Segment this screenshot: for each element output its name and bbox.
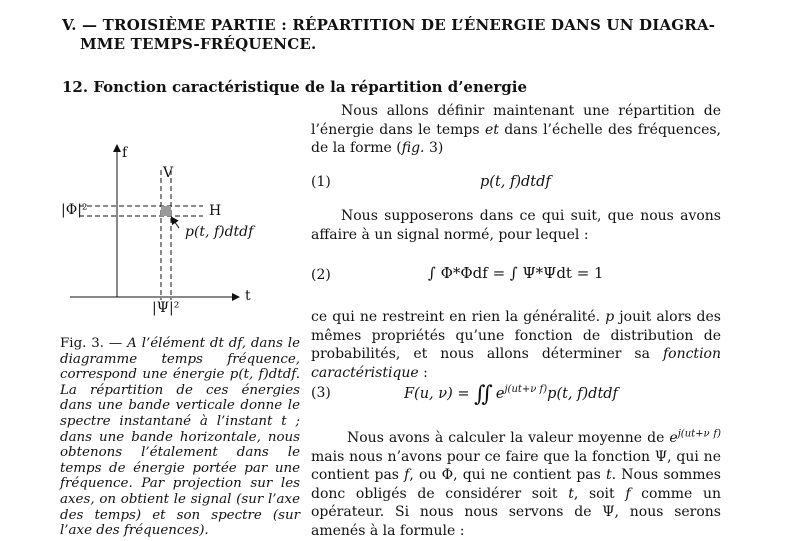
para4-exp-base: e: [669, 430, 678, 446]
figure-label-psi: |Ψ|²: [152, 300, 180, 316]
double-integral-symbol: ∬: [474, 382, 493, 407]
para1-text-b: et: [484, 121, 499, 138]
figure-label-V: V: [163, 165, 174, 181]
pointer-line: [172, 218, 179, 228]
para1-text-e: 3): [424, 140, 444, 157]
para3-text-a: ce qui ne restreint en rien la généralité.: [311, 309, 606, 325]
paragraph-1: [311, 102, 721, 158]
figure-3-diagram: [55, 140, 305, 330]
equation-3-base: e: [495, 386, 505, 402]
energy-element: [161, 206, 171, 216]
para4-text-f: . Nous sommes donc obligés de considérer soit: [311, 467, 721, 502]
equation-3-lhs: F(u, ν) =: [404, 386, 475, 402]
figure-label-H: H: [209, 203, 222, 219]
equation-1: p(t, f)dtdf: [480, 174, 551, 190]
figure-label-p: p(t, f)dtdf: [185, 224, 254, 240]
para4-exp-exponent: j(ut+ν f): [677, 428, 721, 440]
section-title: [62, 16, 752, 54]
para4-text-i: f: [625, 485, 631, 502]
para4-text-h: , soit: [573, 485, 626, 502]
equation-2-number: (2): [311, 267, 331, 283]
paragraph-4: [311, 429, 721, 541]
para4-text-d: , ou Φ, qui ne contient pas: [409, 467, 607, 484]
equation-2: ∫ Φ*Φdf = ∫ Ψ*Ψdt = 1: [428, 264, 604, 282]
paragraph-3: [311, 308, 721, 382]
figure-label-f: f: [122, 145, 128, 161]
para4-text-c: f: [404, 467, 410, 484]
para3-text-c: jouit alors des mêmes propriétés qu’une fonction de distribution de probabilités, et nous allons déterminer sa: [311, 309, 721, 363]
equation-3-exponent: j(ut+ν f): [504, 384, 548, 396]
para1-text-a: Nous allons définir maintenant une répartition de l’énergie dans le temps: [311, 103, 721, 138]
section-title-line1: V. — TROISIÈME PARTIE : RÉPARTITION DE L’ÉNERGIE DANS UN DIAGRA-: [62, 16, 716, 34]
para4-text-g: t: [568, 485, 574, 502]
para4-text-a: Nous avons à calculer la valeur moyenne de: [347, 430, 670, 446]
para1-text-d: fig.: [401, 140, 425, 157]
para4-text-e: t: [606, 467, 612, 484]
subsection-title: 12. Fonction caractéristique de la répartition d’energie: [62, 78, 528, 96]
para1-text-c: dans l’échelle des fréquences, de la forme (: [311, 121, 721, 157]
section-title-line2: MME TEMPS-FRÉQUENCE.: [80, 35, 317, 53]
figure-label-t: t: [245, 288, 251, 304]
para3-text-d: fonction caractéristique: [311, 346, 721, 381]
equation-3: [404, 382, 618, 407]
para3-text-b: p: [605, 309, 615, 325]
equation-3-rhs: p(t, f)dtdf: [547, 386, 618, 402]
figure-caption: [60, 336, 300, 539]
equation-3-number: (3): [311, 385, 331, 401]
para4-text-j: comme un opérateur. Si nous nous servons de Ψ, nous serons amenés à la formule :: [311, 485, 721, 539]
equation-1-number: (1): [311, 174, 331, 190]
para4-text-b: mais nous n’avons pour ce faire que la fonction Ψ, qui ne contient pas: [311, 448, 721, 484]
figure-label-phi: |Φ|²: [61, 202, 88, 218]
caption-body: A l’élément dt df, dans le diagramme temps fréquence, correspond une énergie p(t, f)dtdf. La répartition de ces énergies dans une bande verticale donne le spectre instantané à l’instant t ; dans une bande horizontale, nous obtenons l’étalement dans le temps de énergie portée par une fréquence. Par projection sur les axes, on obtient le signal (sur l’axe des temps) et son spectre (sur l’axe des fréquences).: [60, 336, 300, 539]
para3-text-e: :: [418, 364, 428, 381]
caption-lead: Fig. 3. —: [60, 336, 128, 351]
paragraph-2: Nous supposerons dans ce qui suit, que nous avons affaire à un signal normé, pour lequel :: [311, 208, 721, 243]
